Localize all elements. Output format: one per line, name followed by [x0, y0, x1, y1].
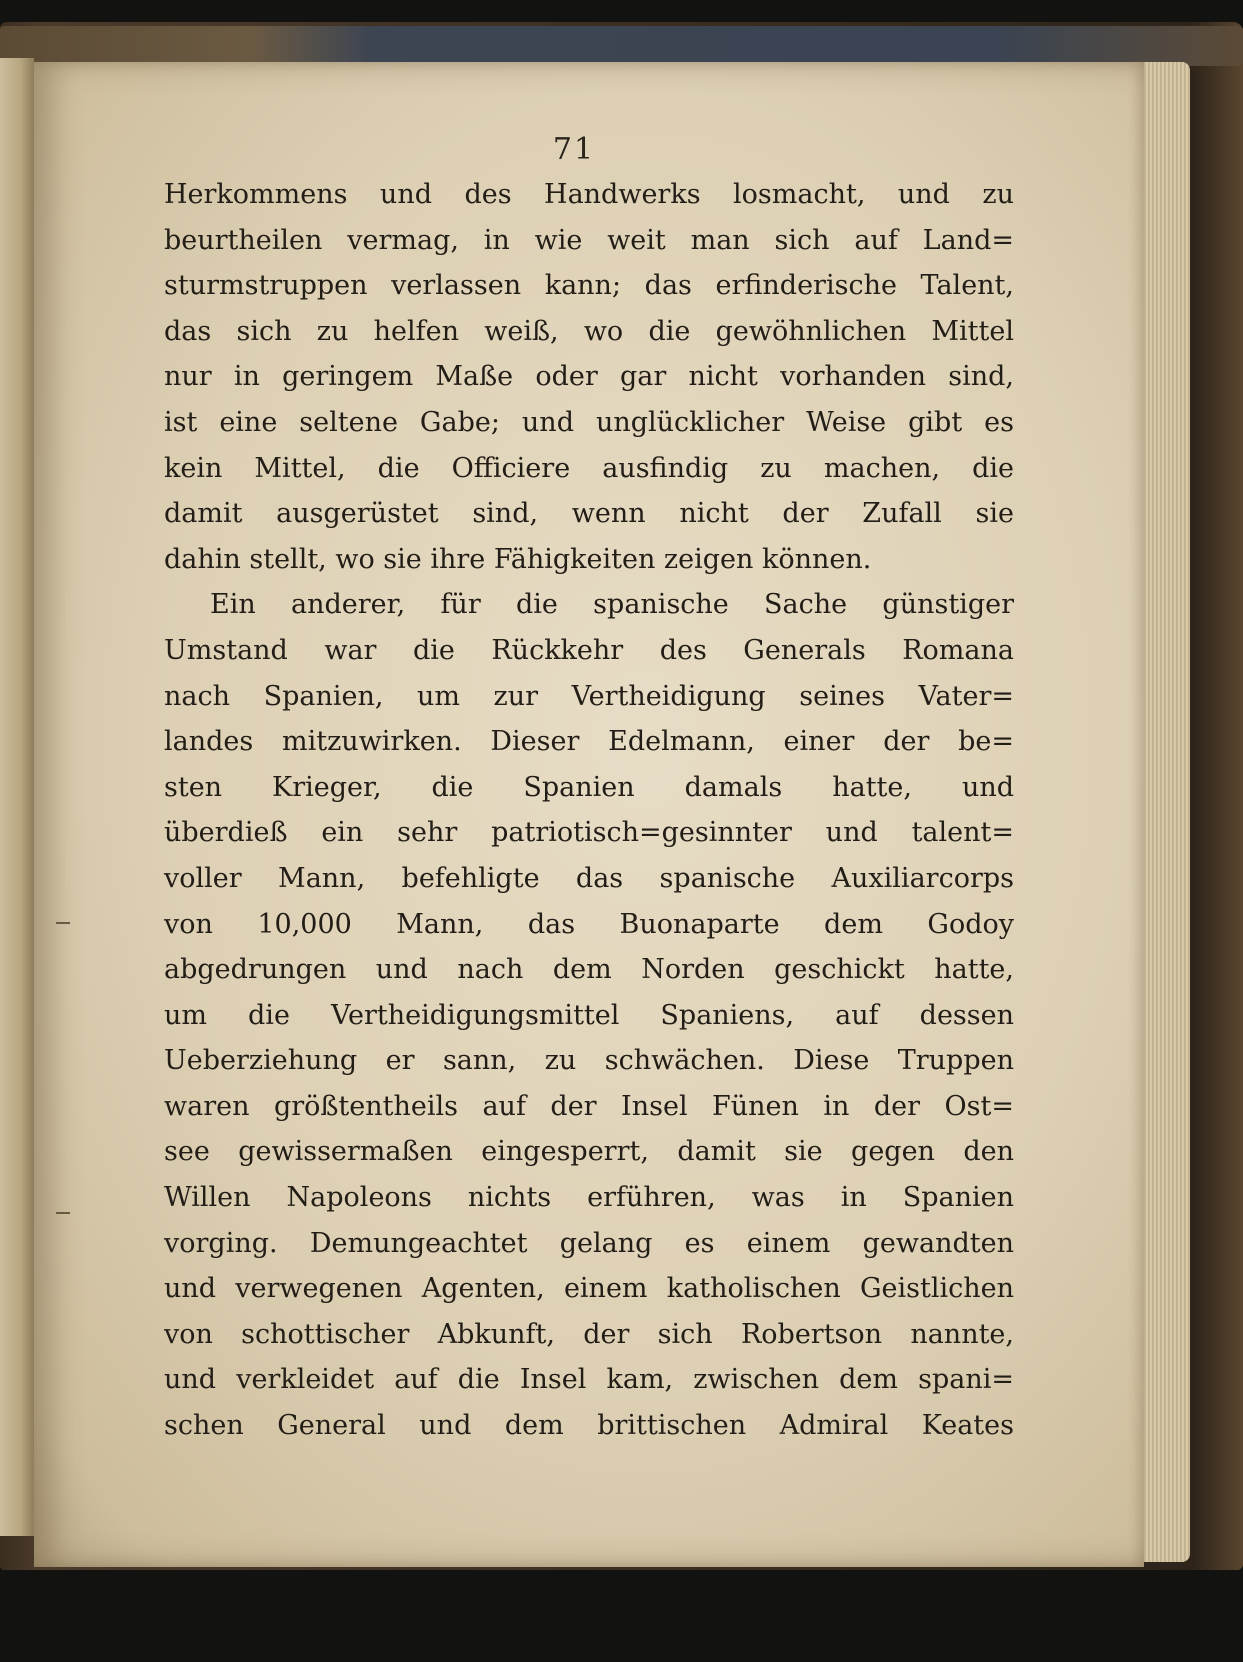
book-top-edge	[0, 26, 1243, 66]
text-line: ist eine seltene Gabe; und unglücklicher Weise gibt es	[164, 406, 1014, 438]
text-line: abgedrungen und nach dem Norden geschickt hatte,	[164, 954, 1014, 986]
text-line: von schottischer Abkunft, der sich Robertson nannte,	[164, 1318, 1014, 1350]
text-line: sturmstruppen verlassen kann; das erfinderische Talent,	[164, 270, 1014, 302]
text-line: vorging. Demungeachtet gelang es einem gewandten	[164, 1227, 1014, 1259]
page-number: 71	[552, 132, 596, 167]
left-page-edge	[0, 58, 34, 1536]
text-line: Ein anderer, für die spanische Sache günstiger	[210, 589, 1014, 621]
text-line: um die Vertheidigungsmittel Spaniens, auf dessen	[164, 999, 1014, 1031]
text-line: dahin stellt, wo sie ihre Fähigkeiten zeigen können.	[164, 543, 872, 575]
text-line: Herkommens und des Handwerks losmacht, und zu	[164, 179, 1014, 210]
text-line: das sich zu helfen weiß, wo die gewöhnlichen Mittel	[164, 315, 1014, 347]
text-line: voller Mann, befehligte das spanische Auxiliarcorps	[164, 862, 1014, 894]
body-text	[164, 172, 1014, 1449]
text-line: Willen Napoleons nichts erführen, was in Spanien	[164, 1182, 1014, 1214]
text-line: schen General und dem brittischen Admiral Keates	[164, 1410, 1014, 1442]
text-line: sten Krieger, die Spanien damals hatte, und	[164, 771, 1014, 803]
text-line: nach Spanien, um zur Vertheidigung seines Vater=	[164, 680, 1014, 712]
text-line: und verkleidet auf die Insel kam, zwischen dem spani=	[164, 1364, 1014, 1396]
text-line: see gewissermaßen eingesperrt, damit sie gegen den	[164, 1136, 1014, 1168]
text-line: Umstand war die Rückkehr des Generals Romana	[164, 634, 1014, 666]
text-line: nur in geringem Maße oder gar nicht vorhanden sind,	[164, 361, 1014, 393]
text-line: kein Mittel, die Officiere ausfindig zu machen, die	[164, 452, 1014, 484]
text-line: überdieß ein sehr patriotisch=gesinnter und talent=	[164, 817, 1014, 849]
book-page	[34, 62, 1144, 1567]
text-line: und verwegenen Agenten, einem katholischen Geistlichen	[164, 1273, 1014, 1305]
margin-mark	[56, 1212, 70, 1214]
text-line: waren größtentheils auf der Insel Fünen in der Ost=	[164, 1090, 1014, 1122]
text-line: damit ausgerüstet sind, wenn nicht der Zufall sie	[164, 498, 1014, 530]
text-line: Ueberziehung er sann, zu schwächen. Diese Truppen	[164, 1045, 1014, 1077]
margin-mark	[56, 922, 70, 924]
text-line: beurtheilen vermag, in wie weit man sich auf Land=	[164, 224, 1014, 256]
text-line: von 10,000 Mann, das Buonaparte dem Godoy	[164, 908, 1014, 940]
text-line: landes mitzuwirken. Dieser Edelmann, einer der be=	[164, 726, 1014, 758]
